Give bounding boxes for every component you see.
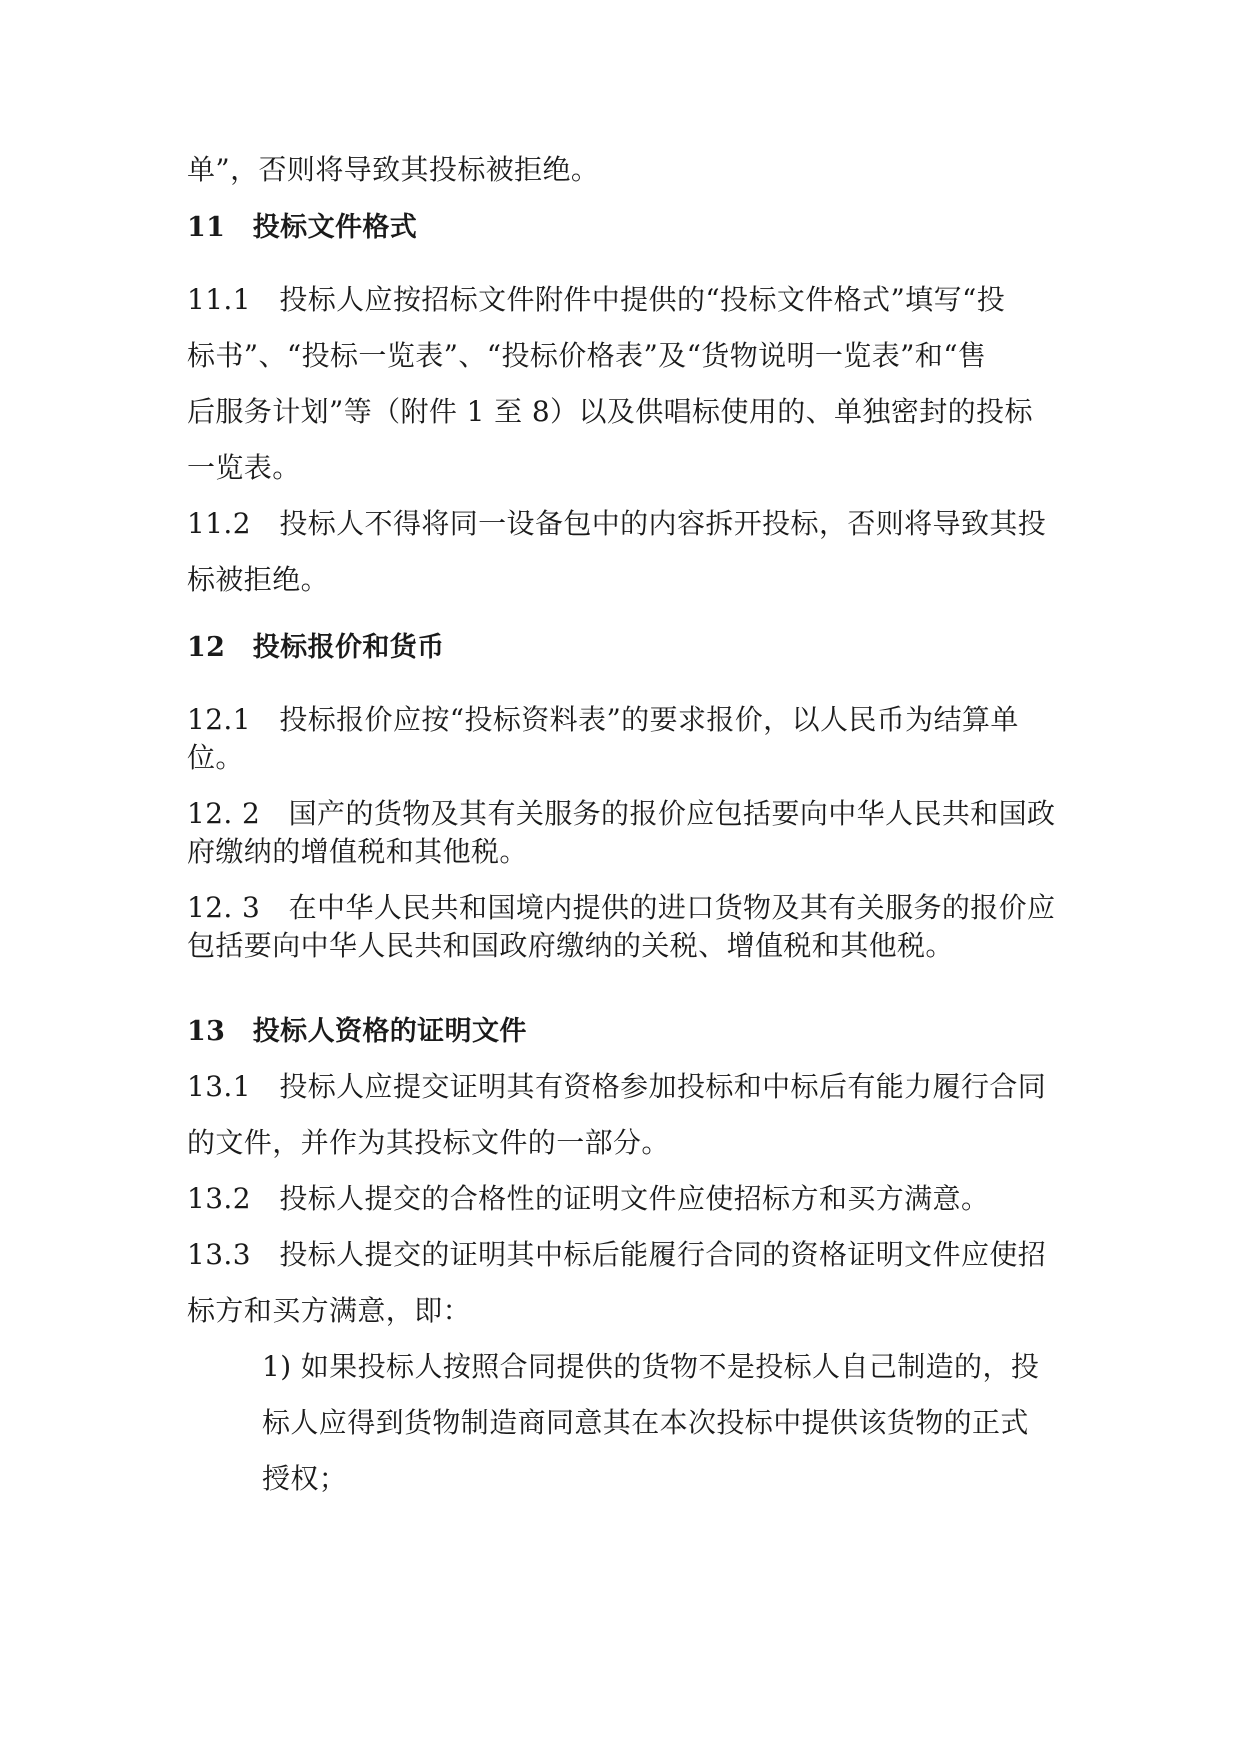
clause-11-1-line: 标书”、“投标一览表”、“投标价格表”及“货物说明一览表”和“售 <box>187 339 987 372</box>
clause-13-3-line: 13.3 投标人提交的证明其中标后能履行合同的资格证明文件应使招 <box>187 1238 1047 1271</box>
clause-13-1-line: 的文件，并作为其投标文件的一部分。 <box>187 1126 670 1159</box>
clause-13-3-line: 标方和买方满意，即： <box>187 1294 472 1327</box>
paragraph-line: 单”，否则将导致其投标被拒绝。 <box>187 153 600 186</box>
clause-12-2-line: 府缴纳的增值税和其他税。 <box>187 835 528 868</box>
clause-12-1-line: 位。 <box>187 741 244 774</box>
clause-13-1-line: 13.1 投标人应提交证明其有资格参加投标和中标后有能力履行合同 <box>187 1070 1047 1103</box>
clause-12-1-line: 12.1 投标报价应按“投标资料表”的要求报价，以人民币为结算单 <box>187 703 1019 736</box>
clause-12-3-line: 12. 3 在中华人民共和国境内提供的进口货物及其有关服务的报价应 <box>187 891 1056 924</box>
clause-11-1-line: 后服务计划”等（附件 1 至 8）以及供唱标使用的、单独密封的投标 <box>187 395 1033 428</box>
section-heading-12: 12 投标报价和货币 <box>187 632 445 663</box>
clause-11-1-line: 一览表。 <box>187 451 301 484</box>
clause-12-2-line: 12. 2 国产的货物及其有关服务的报价应包括要向中华人民共和国政 <box>187 797 1056 830</box>
list-item-1-line: 1) 如果投标人按照合同提供的货物不是投标人自己制造的，投 <box>262 1350 1040 1383</box>
list-item-1-line: 授权； <box>262 1462 348 1495</box>
clause-11-2-line: 11.2 投标人不得将同一设备包中的内容拆开投标，否则将导致其投 <box>187 507 1047 540</box>
clause-13-2-line: 13.2 投标人提交的合格性的证明文件应使招标方和买方满意。 <box>187 1182 990 1215</box>
clause-12-3-line: 包括要向中华人民共和国政府缴纳的关税、增值税和其他税。 <box>187 929 954 962</box>
list-item-1-line: 标人应得到货物制造商同意其在本次投标中提供该货物的正式 <box>262 1406 1029 1439</box>
clause-11-1-line: 11.1 投标人应按招标文件附件中提供的“投标文件格式”填写“投 <box>187 283 1006 316</box>
section-heading-11: 11 投标文件格式 <box>187 212 418 243</box>
section-heading-13: 13 投标人资格的证明文件 <box>187 1016 527 1047</box>
clause-11-2-line: 标被拒绝。 <box>187 563 330 596</box>
